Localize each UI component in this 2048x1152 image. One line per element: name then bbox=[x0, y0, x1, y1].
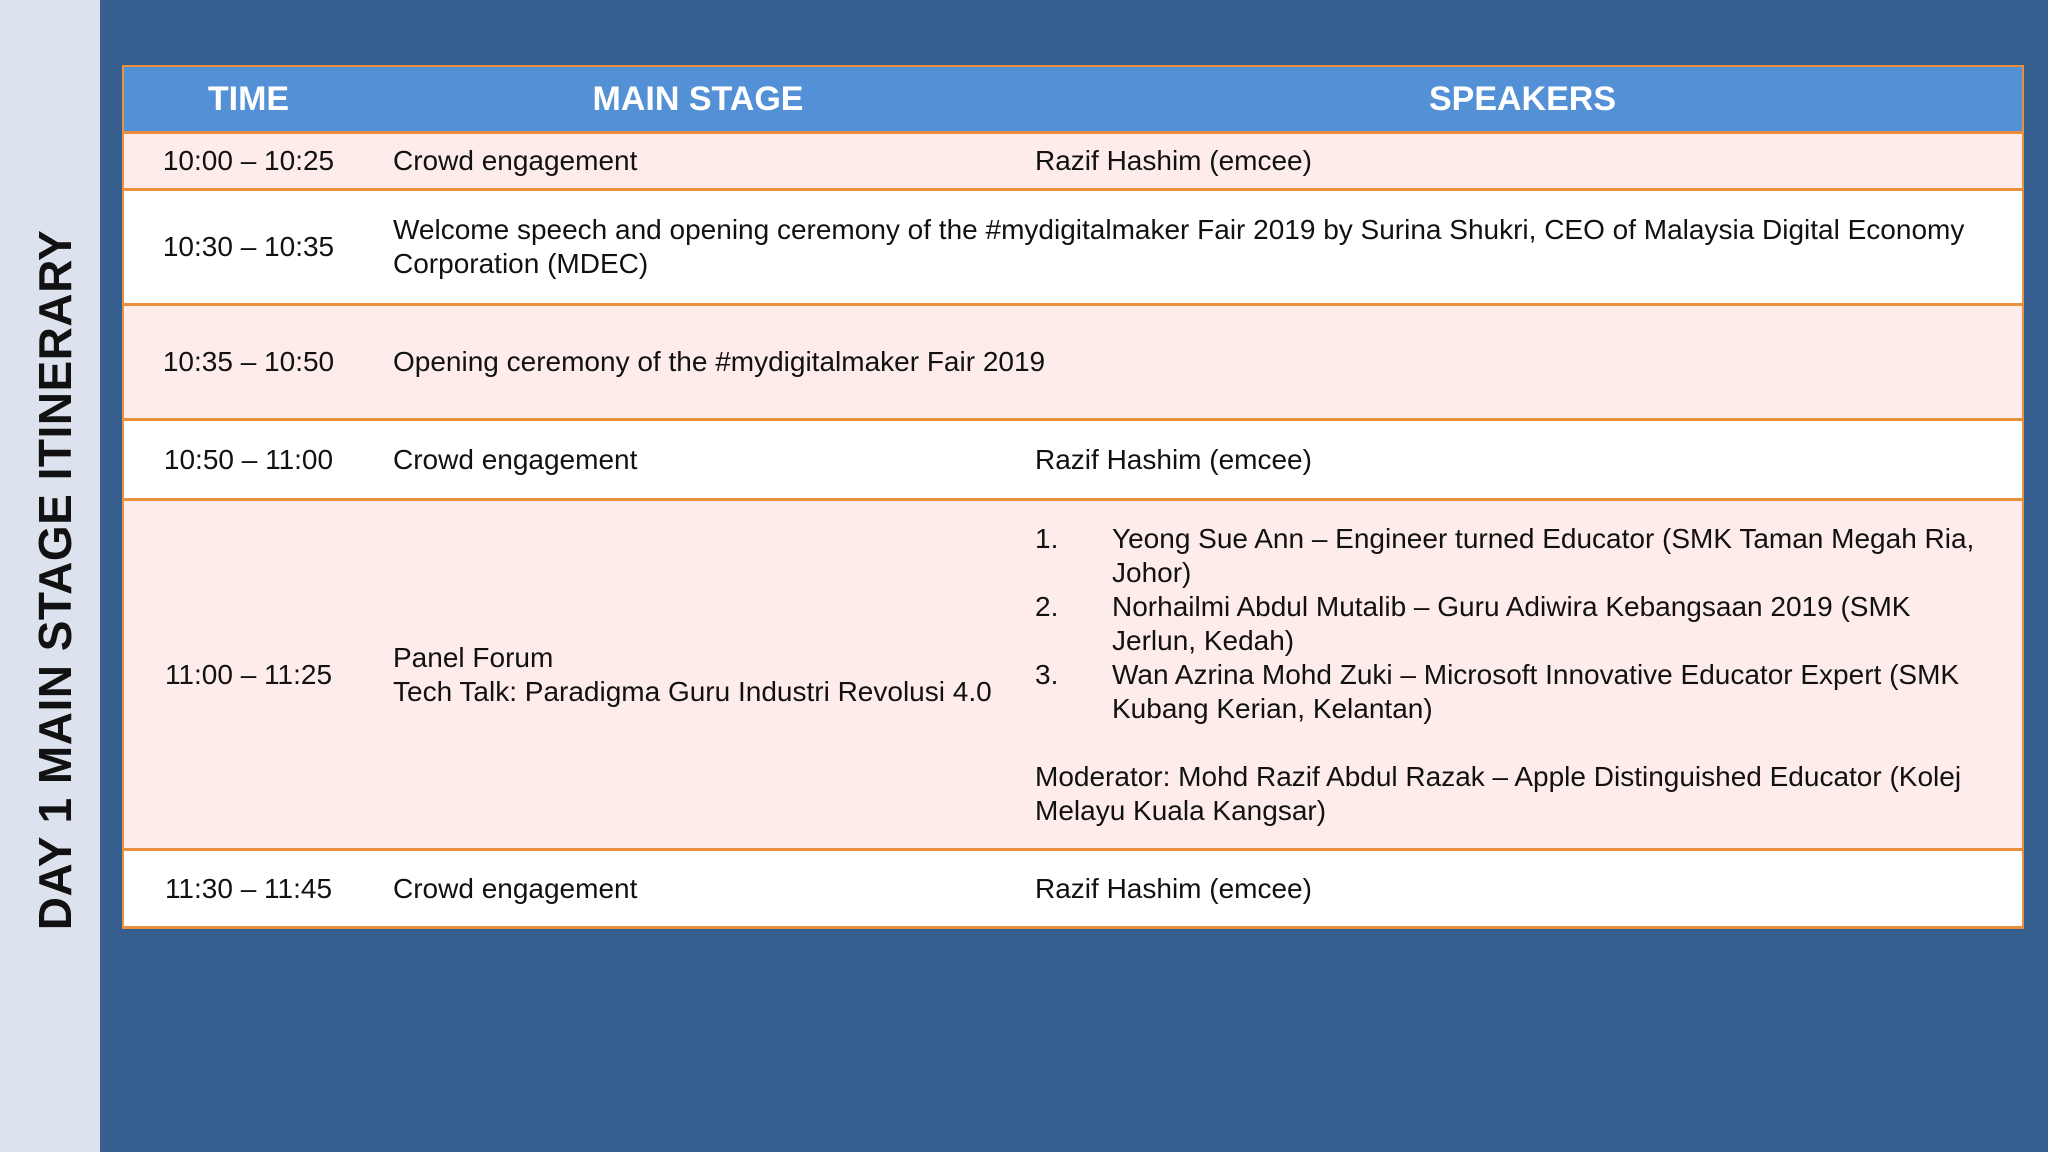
time-cell: 10:50 – 11:00 bbox=[123, 420, 373, 500]
panelist-list bbox=[1035, 522, 1998, 726]
table-row bbox=[123, 305, 2023, 420]
table-header-row bbox=[123, 66, 2023, 133]
speaker-cell: Razif Hashim (emcee) bbox=[1023, 133, 2023, 190]
panelist-text: Wan Azrina Mohd Zuki – Microsoft Innovative Educator Expert (SMK Kubang Kerian, Kelantan) bbox=[1112, 658, 1960, 724]
table-row bbox=[123, 190, 2023, 305]
panelist-item bbox=[1035, 658, 1998, 726]
time-cell: 10:35 – 10:50 bbox=[123, 305, 373, 420]
panelist-text: Norhailmi Abdul Mutalib – Guru Adiwira Kebangsaan 2019 (SMK Jerlun, Kedah) bbox=[1112, 590, 1911, 656]
time-cell: 10:00 – 10:25 bbox=[123, 133, 373, 190]
stage-cell: Crowd engagement bbox=[373, 420, 1023, 500]
stage-cell: Crowd engagement bbox=[373, 850, 1023, 928]
panelist-item bbox=[1035, 590, 1998, 658]
header-speakers: SPEAKERS bbox=[1023, 66, 2023, 133]
stage-line-panel-forum: Panel Forum bbox=[393, 641, 554, 673]
itinerary-table bbox=[122, 65, 2024, 929]
table-row bbox=[123, 850, 2023, 928]
stage-cell: Welcome speech and opening ceremony of the #mydigitalmaker Fair 2019 by Surina Shukri, CEO of Malaysia Digital Economy Corporation (MDEC) bbox=[373, 190, 2023, 305]
table-row bbox=[123, 133, 2023, 190]
sidebar-band bbox=[0, 0, 100, 1152]
panelist-number: 1. bbox=[1035, 522, 1059, 554]
speaker-cell: Razif Hashim (emcee) bbox=[1023, 850, 2023, 928]
time-cell: 10:30 – 10:35 bbox=[123, 190, 373, 305]
header-time: TIME bbox=[123, 66, 373, 133]
stage-line-tech-talk: Tech Talk: Paradigma Guru Industri Revolusi 4.0 bbox=[393, 675, 992, 707]
stage-cell bbox=[373, 500, 1023, 850]
table-row bbox=[123, 420, 2023, 500]
panelist-text: Yeong Sue Ann – Engineer turned Educator (SMK Taman Megah Ria, Johor) bbox=[1112, 522, 1975, 588]
moderator-text: Moderator: Mohd Razif Abdul Razak – Apple Distinguished Educator (Kolej Melayu Kuala Kangsar) bbox=[1035, 760, 1962, 826]
time-cell: 11:00 – 11:25 bbox=[123, 500, 373, 850]
header-main-stage: MAIN STAGE bbox=[373, 66, 1023, 133]
stage-cell: Opening ceremony of the #mydigitalmaker Fair 2019 bbox=[373, 305, 2023, 420]
panelist-number: 2. bbox=[1035, 590, 1059, 622]
panelist-item bbox=[1035, 522, 1998, 590]
panelist-number: 3. bbox=[1035, 658, 1059, 690]
speaker-cell bbox=[1023, 500, 2023, 850]
stage-cell: Crowd engagement bbox=[373, 133, 1023, 190]
speaker-cell: Razif Hashim (emcee) bbox=[1023, 420, 2023, 500]
itinerary-title: DAY 1 MAIN STAGE ITINERARY bbox=[29, 229, 81, 931]
table-row bbox=[123, 500, 2023, 850]
time-cell: 11:30 – 11:45 bbox=[123, 850, 373, 928]
